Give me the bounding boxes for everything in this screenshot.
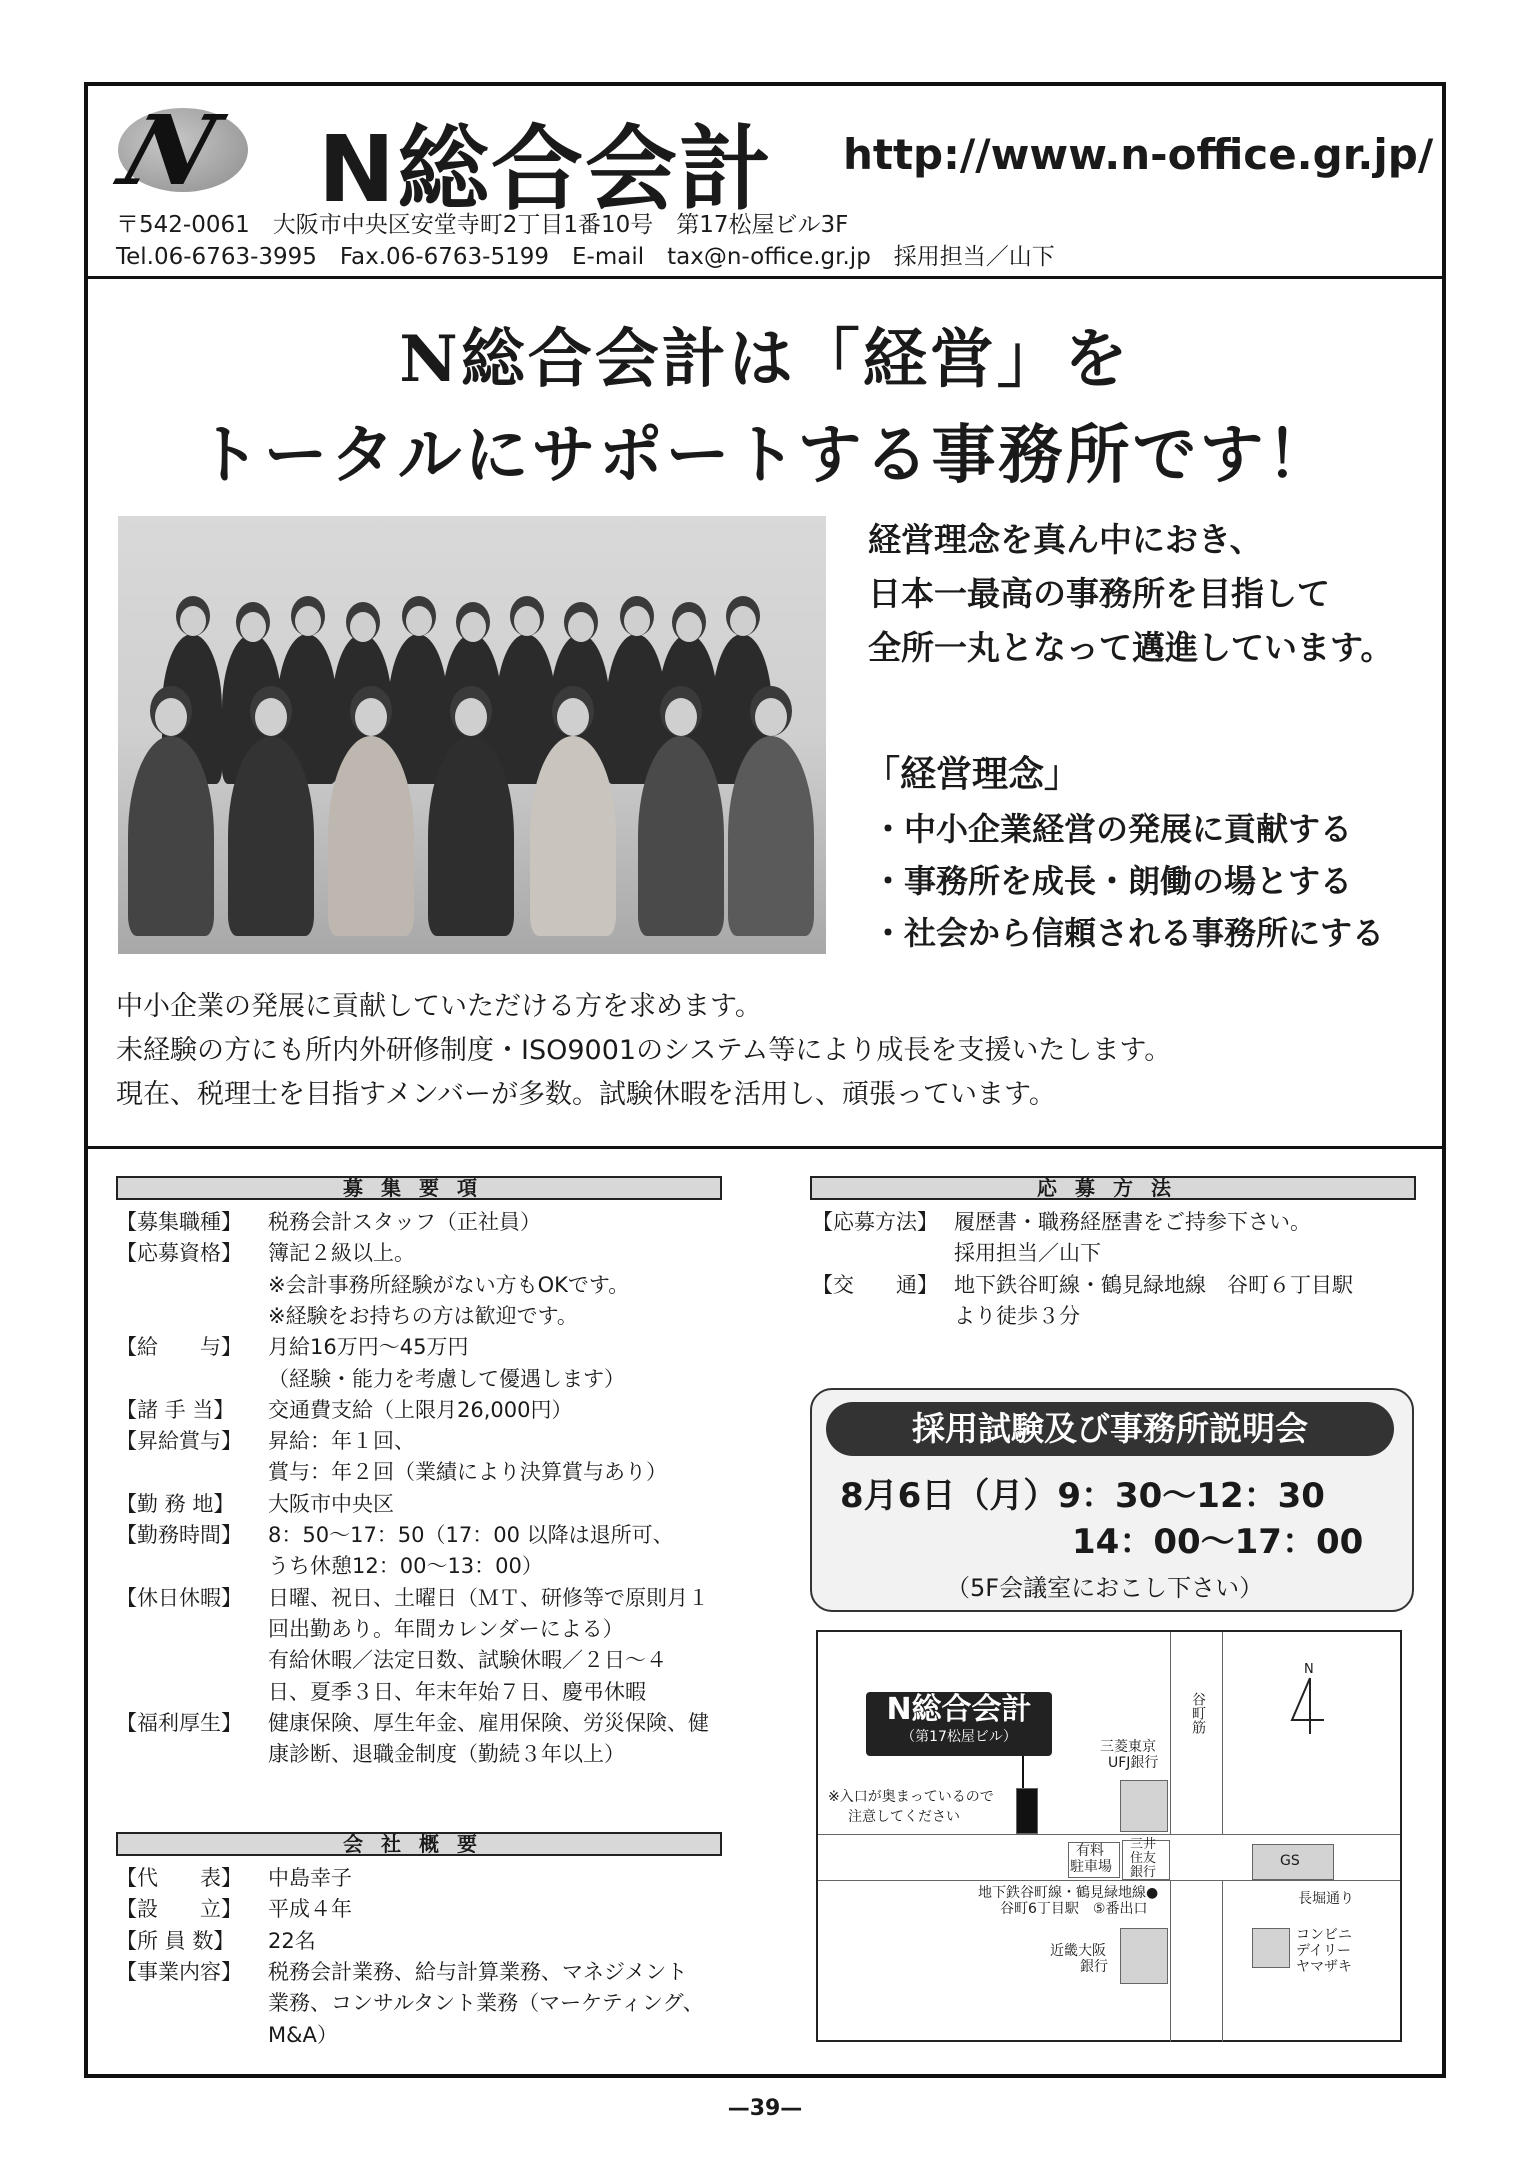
vision-line: 全所一丸となって邁進しています。 bbox=[868, 628, 1394, 667]
row-value: 税務会計スタッフ（正社員） bbox=[268, 1210, 541, 1234]
row-value: 税務会計業務、給与計算業務、マネジメント bbox=[268, 1959, 688, 1984]
row-value: 大阪市中央区 bbox=[268, 1491, 394, 1516]
map-label-parking: 有料 bbox=[1076, 1843, 1104, 1859]
seminar-box bbox=[810, 1388, 1414, 1612]
row-value: ※経験をお持ちの方は歓迎です。 bbox=[268, 1303, 578, 1328]
row-label: 【募集職種】 bbox=[116, 1210, 242, 1234]
row-value: 平成４年 bbox=[268, 1897, 352, 1922]
row-value: 賞与：年２回（業績により決算賞与あり） bbox=[268, 1460, 667, 1485]
address: 〒542-0061 大阪市中央区安堂寺町2丁目1番10号 第17松屋ビル3F bbox=[116, 212, 849, 238]
map-block-mufj bbox=[1120, 1780, 1168, 1832]
office-entrance bbox=[1016, 1788, 1038, 1834]
map-label-kinki: 銀行 bbox=[1080, 1959, 1108, 1975]
row-value: 業務、コンサルタント業務（マーケティング、 bbox=[268, 1991, 704, 2016]
logo-letter: N bbox=[107, 94, 233, 207]
row-label: 【応募方法】 bbox=[812, 1210, 938, 1234]
row-label: 【代 表】 bbox=[116, 1866, 242, 1890]
map-label-gs: GS bbox=[1280, 1853, 1300, 1869]
philosophy-item: ・社会から信頼される事務所にする bbox=[872, 914, 1385, 952]
map-office-marker bbox=[866, 1692, 1052, 1756]
map-label-kinki: 近畿大阪 bbox=[1050, 1943, 1106, 1959]
map-label-convenience: デイリー bbox=[1296, 1943, 1352, 1959]
row-value: 日曜、祝日、土曜日（ＭＴ、研修等で原則月１ bbox=[268, 1585, 709, 1610]
row-value: 有給休暇／法定日数、試験休暇／２日〜４ bbox=[268, 1648, 667, 1673]
row-value: より徒歩３分 bbox=[954, 1303, 1080, 1328]
row-label: 【休日休暇】 bbox=[116, 1585, 242, 1610]
website-url[interactable]: http://www.n-office.gr.jp/ bbox=[843, 130, 1434, 179]
staff-member bbox=[638, 736, 724, 936]
row-label: 【事業内容】 bbox=[116, 1959, 242, 1984]
application-heading: 応募方法 bbox=[810, 1176, 1416, 1200]
map-label-parking: 駐車場 bbox=[1070, 1859, 1112, 1875]
seminar-title: 採用試験及び事務所説明会 bbox=[826, 1402, 1394, 1456]
seminar-date: 8月6日（月）9：30〜12：30 bbox=[840, 1476, 1325, 1516]
map-label-station: 地下鉄谷町線・鶴見緑地線● bbox=[978, 1885, 1159, 1901]
row-label: 【勤務時間】 bbox=[116, 1523, 242, 1547]
row-value: 健康保険、厚生年金、雇用保険、労災保険、健 bbox=[268, 1710, 709, 1735]
recruitment-heading: 募集要項 bbox=[116, 1176, 722, 1200]
row-label: 【勤 務 地】 bbox=[116, 1491, 235, 1516]
map-label-mufj: 三菱東京 bbox=[1100, 1739, 1156, 1755]
page-frame bbox=[84, 82, 1446, 2078]
row-value: 康診断、退職金制度（勤続３年以上） bbox=[268, 1742, 625, 1767]
north-arrow-icon bbox=[1288, 1676, 1330, 1736]
map-label-nagahori: 長堀通り bbox=[1298, 1891, 1354, 1907]
row-value: （経験・能力を考慮して優遇します） bbox=[268, 1366, 625, 1391]
row-value: 簿記２級以上。 bbox=[268, 1241, 415, 1266]
row-value: 月給16万円〜45万円 bbox=[268, 1335, 469, 1360]
vision-line: 経営理念を真ん中におき、 bbox=[868, 520, 1263, 559]
map-label-station: 谷町6丁目駅 ⑤番出口 bbox=[1000, 1901, 1148, 1917]
north-label: N bbox=[1304, 1662, 1314, 1677]
row-value: 採用担当／山下 bbox=[954, 1241, 1101, 1266]
row-label: 【昇給賞与】 bbox=[116, 1429, 242, 1454]
map-label-convenience: ヤマザキ bbox=[1296, 1959, 1352, 1975]
row-value: ※会計事務所経験がない方もOKです。 bbox=[268, 1272, 630, 1297]
philosophy-item: ・事務所を成長・朗働の場とする bbox=[872, 862, 1353, 900]
row-value: 回出勤あり。年間カレンダーによる） bbox=[268, 1616, 624, 1641]
seminar-time: 14：00〜17：00 bbox=[1072, 1522, 1364, 1562]
entrance-note: ※入口が奥まっているので bbox=[828, 1789, 994, 1805]
staff-group-photo bbox=[118, 516, 826, 954]
divider bbox=[88, 276, 1442, 279]
row-label: 【諸 手 当】 bbox=[116, 1397, 235, 1422]
map-brand-sub: （第17松屋ビル） bbox=[901, 1729, 1017, 1745]
staff-member bbox=[728, 736, 814, 936]
brand-name: N総合会計 bbox=[318, 116, 773, 223]
page-number: —39— bbox=[727, 2096, 803, 2121]
staff-member bbox=[328, 736, 414, 936]
seminar-note: （5F会議室におこし下さい） bbox=[946, 1574, 1264, 1602]
philosophy-item: ・中小企業経営の発展に貢献する bbox=[872, 810, 1353, 848]
row-label: 【交 通】 bbox=[812, 1272, 938, 1297]
map-brand: N総合会計 bbox=[886, 1692, 1032, 1727]
row-label: 【設 立】 bbox=[116, 1897, 242, 1922]
company-heading: 会社概要 bbox=[116, 1832, 722, 1856]
row-value: 地下鉄谷町線・鶴見緑地線 谷町６丁目駅 bbox=[954, 1272, 1353, 1297]
row-value: 8：50〜17：50（17：00 以降は退所可、 bbox=[268, 1523, 674, 1547]
row-label: 【給 与】 bbox=[116, 1335, 242, 1360]
intro-line: 現在、税理士を目指すメンバーが多数。試験休暇を活用し、頑張っています。 bbox=[116, 1079, 1056, 1110]
row-value: M&A） bbox=[268, 2022, 338, 2047]
philosophy-title: 「経営理念」 bbox=[864, 753, 1081, 795]
headline-line1: N総合会計は「経営」を bbox=[399, 322, 1131, 397]
row-label: 【福利厚生】 bbox=[116, 1710, 242, 1735]
staff-member bbox=[428, 736, 514, 936]
staff-member bbox=[128, 736, 214, 936]
map-block-kinki bbox=[1120, 1928, 1168, 1984]
row-value: 22名 bbox=[268, 1928, 316, 1953]
staff-member bbox=[228, 736, 314, 936]
map-label-smbc: 三井住友銀行 bbox=[1130, 1837, 1157, 1880]
row-label: 【応募資格】 bbox=[116, 1241, 242, 1266]
access-map bbox=[816, 1630, 1402, 2042]
row-value: 昇給：年１回、 bbox=[268, 1429, 415, 1454]
row-value: 中島幸子 bbox=[268, 1866, 352, 1890]
row-value: 履歴書・職務経歴書をご持参下さい。 bbox=[954, 1210, 1311, 1234]
row-value: 日、夏季３日、年末年始７日、慶弔休暇 bbox=[268, 1679, 646, 1704]
map-label-tanimachi: 谷町筋 bbox=[1190, 1692, 1206, 1734]
staff-member bbox=[530, 736, 616, 936]
contact-line: Tel.06-6763-3995 Fax.06-6763-5199 E-mail tax@n-office.gr.jp 採用担当／山下 bbox=[116, 244, 1055, 270]
divider bbox=[88, 1146, 1442, 1149]
row-value: 交通費支給（上限月26,000円） bbox=[268, 1397, 573, 1422]
vision-line: 日本一最高の事務所を目指して bbox=[868, 574, 1330, 613]
map-label-mufj: UFJ銀行 bbox=[1108, 1755, 1159, 1771]
row-label: 【所 員 数】 bbox=[116, 1928, 235, 1953]
intro-line: 中小企業の発展に貢献していただける方を求めます。 bbox=[116, 991, 762, 1022]
row-value: うち休憩12：00〜13：00） bbox=[268, 1554, 543, 1579]
map-label-convenience: コンビニ bbox=[1296, 1927, 1352, 1943]
entrance-note: 注意してください bbox=[848, 1809, 960, 1825]
headline-line2: トータルにサポートする事務所です！ bbox=[196, 418, 1334, 493]
intro-line: 未経験の方にも所内外研修制度・ISO9001のシステム等により成長を支援いたします。 bbox=[116, 1035, 1172, 1066]
map-block-convenience bbox=[1252, 1928, 1290, 1968]
